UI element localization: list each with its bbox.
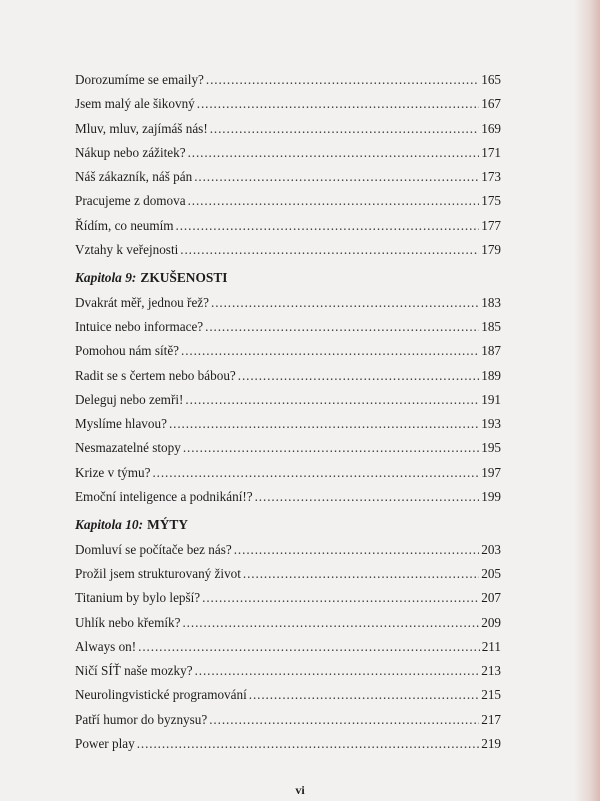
toc-entry-page: 199 [481, 489, 501, 505]
toc-entry-title: Titanium by bylo lepší? [75, 590, 201, 606]
toc-entry-title: Power play [75, 736, 135, 752]
toc-entry-title: Patří humor do byznysu? [75, 711, 208, 727]
toc-entry-page: 203 [481, 541, 501, 557]
toc-entry-page: 209 [481, 614, 501, 630]
toc-entry-title: Myslíme hlavou? [75, 416, 167, 432]
toc-entry-title: Náš zákazník, náš pán [75, 169, 193, 185]
chapter-heading [75, 513, 501, 541]
toc-entry-title: Vztahy k veřejnosti [75, 242, 179, 258]
page-edge-shadow [574, 0, 600, 801]
toc-entry[interactable] [75, 72, 501, 96]
toc-entry[interactable] [75, 663, 501, 687]
toc-entry-page: 205 [481, 565, 501, 581]
dot-leader [180, 242, 479, 258]
dot-leader [188, 145, 480, 161]
toc-entry-page: 169 [481, 120, 501, 136]
dot-leader [185, 392, 479, 408]
dot-leader [195, 663, 480, 679]
toc-entry-title: Krize v týmu? [75, 464, 151, 480]
toc-entry[interactable] [75, 121, 501, 145]
toc-entry[interactable] [75, 193, 501, 217]
toc-entry-page: 195 [481, 440, 501, 456]
toc-section [75, 266, 501, 513]
dot-leader [138, 639, 480, 655]
page-number: vi [295, 783, 305, 797]
toc-entry-title: Nesmazatelné stopy [75, 440, 181, 456]
toc-entry-page: 183 [481, 294, 501, 310]
toc-entry[interactable] [75, 566, 501, 590]
toc-entry-page: 193 [481, 416, 501, 432]
dot-leader [210, 121, 480, 137]
toc-entry-title: Radit se s čertem nebo bábou? [75, 367, 236, 383]
toc-entry-title: Uhlík nebo křemík? [75, 614, 181, 630]
dot-leader [211, 295, 479, 311]
dot-leader [255, 489, 480, 505]
toc-entry[interactable] [75, 440, 501, 464]
table-of-contents [75, 72, 501, 760]
toc-entry[interactable] [75, 319, 501, 343]
toc-entry-page: 179 [481, 242, 501, 258]
dot-leader [234, 542, 479, 558]
toc-entry-title: Intuice nebo informace? [75, 318, 204, 334]
toc-entry-page: 189 [481, 367, 501, 383]
toc-entry-page: 197 [481, 464, 501, 480]
dot-leader [181, 343, 479, 359]
toc-entry[interactable] [75, 218, 501, 242]
chapter-heading [75, 266, 501, 294]
dot-leader [183, 440, 479, 456]
toc-entry[interactable] [75, 736, 501, 760]
toc-entry[interactable] [75, 542, 501, 566]
toc-entry[interactable] [75, 489, 501, 513]
toc-entry[interactable] [75, 590, 501, 614]
toc-entry-page: 187 [481, 343, 501, 359]
chapter-label: Kapitola 10: [75, 517, 144, 533]
toc-entry[interactable] [75, 96, 501, 120]
toc-entry[interactable] [75, 295, 501, 319]
toc-entry[interactable] [75, 639, 501, 663]
toc-entry-title: Pracujeme z domova [75, 193, 186, 209]
dot-leader [205, 319, 479, 335]
toc-entry[interactable] [75, 615, 501, 639]
toc-entry-title: Always on! [75, 638, 137, 654]
dot-leader [243, 566, 479, 582]
chapter-name: MÝTY [147, 517, 188, 533]
toc-section [75, 513, 501, 760]
toc-entry[interactable] [75, 712, 501, 736]
dot-leader [169, 416, 479, 432]
toc-entry[interactable] [75, 687, 501, 711]
toc-entry[interactable] [75, 392, 501, 416]
dot-leader [152, 465, 479, 481]
chapter-label: Kapitola 9: [75, 270, 137, 286]
dot-leader [137, 736, 480, 752]
toc-entry-title: Dvakrát měř, jednou řež? [75, 294, 210, 310]
dot-leader [182, 615, 479, 631]
toc-entry[interactable] [75, 465, 501, 489]
toc-entry-page: 215 [481, 687, 501, 703]
toc-entry-page: 217 [481, 711, 501, 727]
toc-entry-page: 213 [481, 663, 501, 679]
toc-entry-title: Jsem malý ale šikovný [75, 96, 195, 112]
dot-leader [249, 687, 479, 703]
toc-entry-title: Řídím, co neumím [75, 217, 174, 233]
toc-entry-page: 175 [481, 193, 501, 209]
toc-entry-page: 165 [481, 72, 501, 87]
toc-entry-title: Dorozumíme se emaily? [75, 72, 204, 87]
toc-entry-page: 207 [481, 590, 501, 606]
toc-entry-title: Prožil jsem strukturovaný život [75, 565, 241, 581]
chapter-name: ZKUŠENOSTI [140, 270, 228, 286]
toc-entry-title: Deleguj nebo zemři! [75, 391, 184, 407]
dot-leader [202, 590, 479, 606]
toc-entry-title: Domluví se počítače bez nás? [75, 541, 232, 557]
toc-section [75, 72, 501, 266]
toc-entry[interactable] [75, 343, 501, 367]
dot-leader [197, 96, 479, 112]
dot-leader [206, 72, 479, 88]
toc-entry[interactable] [75, 242, 501, 266]
toc-entry-page: 211 [481, 638, 501, 654]
toc-entry-page: 177 [481, 217, 501, 233]
dot-leader [238, 368, 479, 384]
toc-entry-title: Neurolingvistické programování [75, 687, 247, 703]
toc-entry[interactable] [75, 145, 501, 169]
toc-entry-page: 171 [481, 144, 501, 160]
toc-entry-title: Nákup nebo zážitek? [75, 144, 186, 160]
toc-entry[interactable] [75, 368, 501, 392]
toc-entry-page: 185 [481, 318, 501, 334]
toc-entry-page: 167 [481, 96, 501, 112]
dot-leader [209, 712, 479, 728]
toc-entry-title: Mluv, mluv, zajímáš nás! [75, 120, 208, 136]
toc-entry-title: Emoční inteligence a podnikání!? [75, 489, 253, 505]
toc-entry-title: Pomohou nám sítě? [75, 343, 180, 359]
dot-leader [176, 218, 480, 234]
toc-entry-title: Ničí SÍŤ naše mozky? [75, 663, 193, 679]
toc-entry-page: 173 [481, 169, 501, 185]
dot-leader [194, 169, 479, 185]
toc-entry-page: 191 [481, 391, 501, 407]
toc-entry[interactable] [75, 416, 501, 440]
toc-entry-page: 219 [481, 736, 501, 752]
toc-entry[interactable] [75, 169, 501, 193]
dot-leader [188, 193, 480, 209]
